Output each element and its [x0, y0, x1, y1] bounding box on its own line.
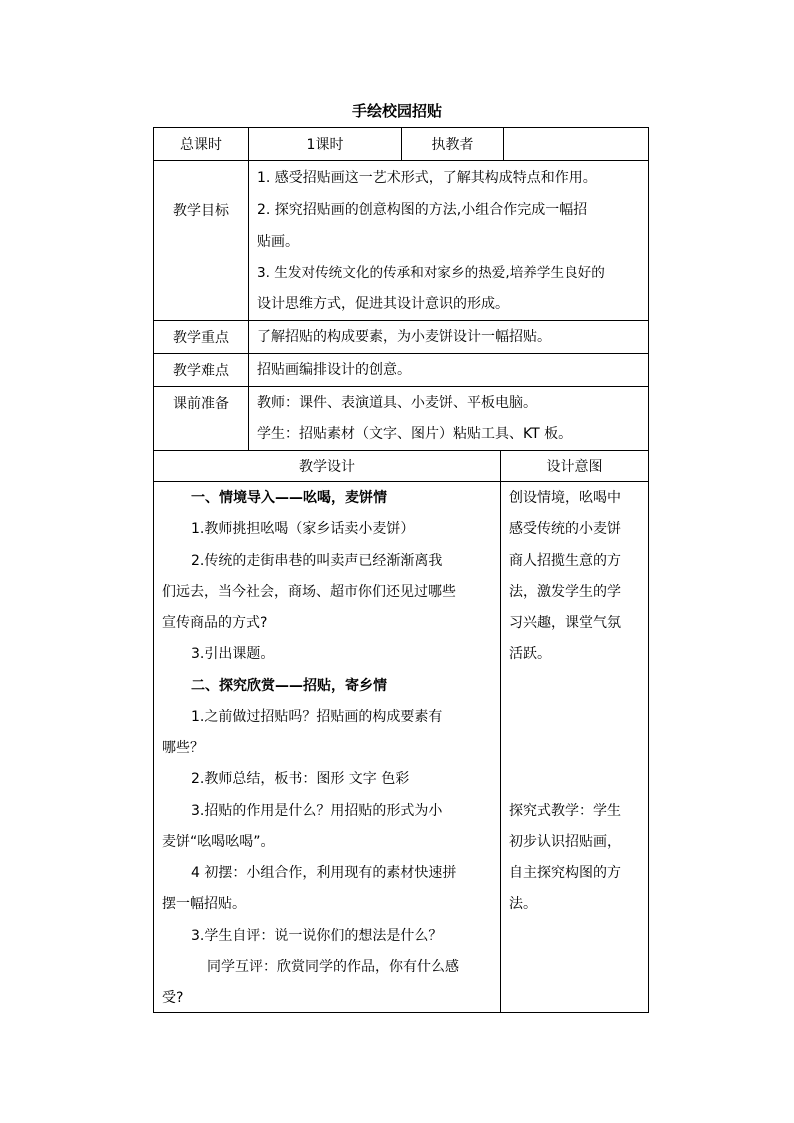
design-header: 教学设计: [299, 459, 355, 475]
preparation-line: 教师：课件、表演道具、小麦饼、平板电脑。: [257, 395, 537, 411]
key-point-label: 教学重点: [173, 330, 229, 346]
design-line: 哪些？: [162, 740, 204, 756]
goal-line: 贴画。: [257, 234, 299, 250]
intent-line: 商人招揽生意的方: [509, 553, 621, 569]
total-hours-value: 1课时: [306, 137, 344, 153]
intent-line: 习兴趣，课堂气氛: [509, 615, 621, 631]
goal-line: 3. 生发对传统文化的传承和对家乡的热爱,培养学生良好的: [257, 265, 605, 281]
design-line: 们远去，当今社会，商场、超市你们还见过哪些: [162, 584, 456, 600]
intent-line: 探究式教学：学生: [509, 803, 621, 819]
intent-line: 创设情境，吆喝中: [509, 490, 621, 506]
key-point-text: 了解招贴的构成要素，为小麦饼设计一幅招贴。: [257, 329, 551, 345]
preparation-line: 学生：招贴素材（文字、图片）粘贴工具、KT 板。: [257, 426, 573, 442]
design-line: 麦饼“吆喝吆喝”。: [162, 834, 275, 850]
difficulty-label: 教学难点: [173, 363, 229, 379]
design-line: 受?: [162, 990, 184, 1006]
design-line: 2.教师总结，板书：图形 文字 色彩: [191, 771, 410, 787]
teacher-label: 执教者: [431, 137, 474, 153]
design-line: 1.教师挑担吆喝（家乡话卖小麦饼）: [191, 521, 415, 537]
section-heading: 二、探究欣赏——招贴，寄乡情: [191, 678, 387, 694]
intent-line: 法。: [509, 896, 537, 912]
design-line: 1.之前做过招贴吗？招贴画的构成要素有: [191, 709, 443, 725]
design-line: 3.招贴的作用是什么？用招贴的形式为小: [191, 803, 443, 819]
preparation-label: 课前准备: [173, 396, 229, 412]
total-hours-label: 总课时: [180, 137, 222, 153]
intent-line: 自主探究构图的方: [509, 865, 621, 881]
section-heading: 一、情境导入——吆喝，麦饼情: [191, 490, 387, 506]
design-line: 同学互评：欣赏同学的作品，你有什么感: [207, 959, 459, 975]
difficulty-text: 招贴画编排设计的创意。: [257, 362, 411, 378]
goal-line: 设计思维方式，促进其设计意识的形成。: [257, 296, 509, 312]
design-line: 3.学生自评：说一说你们的想法是什么？: [191, 928, 443, 944]
intent-line: 感受传统的小麦饼: [509, 521, 621, 537]
intent-line: 活跃。: [509, 646, 551, 662]
goal-line: 2. 探究招贴画的创意构图的方法,小组合作完成一幅招: [257, 202, 588, 218]
goal-line: 1. 感受招贴画这一艺术形式，了解其构成特点和作用。: [257, 170, 597, 186]
intent-line: 初步认识招贴画，: [509, 834, 621, 850]
design-line: 摆一幅招贴。: [162, 896, 246, 912]
teacher-value: [504, 128, 648, 160]
design-line: 4 初摆：小组合作，利用现有的素材快速拼: [191, 865, 457, 881]
document-title: 手绘校园招贴: [351, 102, 442, 120]
intent-line: 法，激发学生的学: [509, 584, 621, 600]
design-line: 2.传统的走街串巷的叫卖声已经渐渐离我: [191, 553, 443, 569]
intent-header: 设计意图: [546, 459, 603, 475]
goals-label: 教学目标: [173, 202, 229, 219]
design-line: 宣传商品的方式?: [162, 615, 268, 631]
design-line: 3.引出课题。: [191, 646, 275, 662]
